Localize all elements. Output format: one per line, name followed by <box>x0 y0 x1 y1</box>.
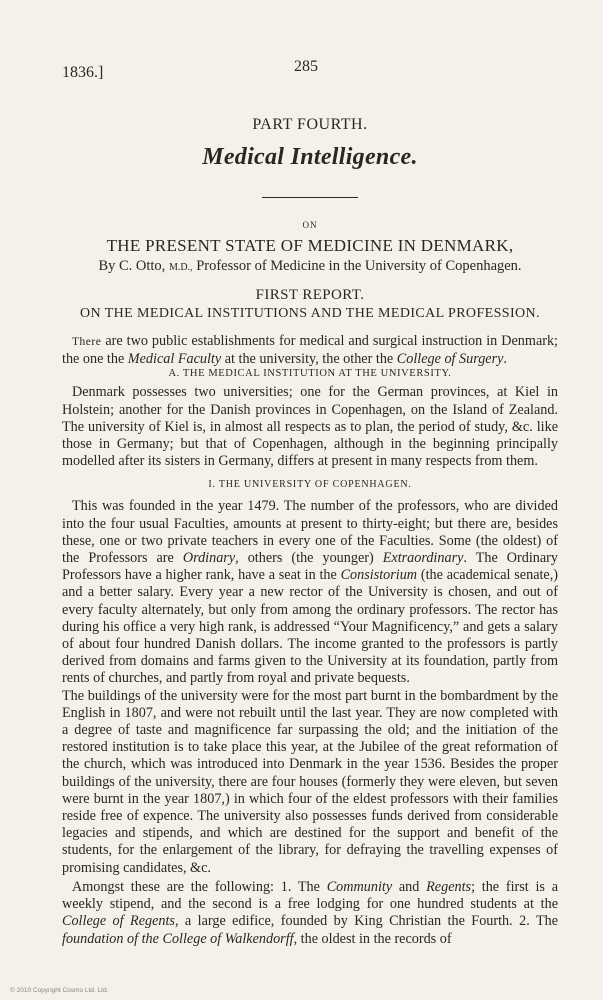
running-head <box>62 50 558 81</box>
divider-rule <box>262 197 358 198</box>
p3-text-2: , others (the younger) <box>235 550 383 567</box>
p5-text-5: , the oldest in the records of <box>293 930 452 947</box>
copyright-watermark: © 2010 Copyright Cosmo Ltd. Ltd. <box>10 987 109 994</box>
article-title: THE PRESENT STATE OF MEDICINE IN DENMARK, <box>106 236 514 255</box>
report-subtitle: ON THE MEDICAL INSTITUTIONS AND THE MEDICAL PROFESSION. <box>80 306 540 321</box>
p5-italic-3: College of Regents <box>62 913 175 930</box>
p1-lead: There <box>72 336 102 348</box>
p5-text-1: Amongst these are the following: 1. The <box>72 878 327 895</box>
p1-text-2: at the university, the other the <box>221 351 397 368</box>
part-heading: PART FOURTH. <box>252 116 368 133</box>
p5-italic-2: Regents <box>426 878 472 895</box>
p1-text-3: . <box>503 351 507 368</box>
byline-affiliation: Professor of Medicine in the University of Copenhagen. <box>196 258 522 274</box>
p5-text-3: ; the first is a weekly stipend, and the second is a free lodging for one hundred students at the <box>62 878 558 913</box>
subheading-university: I. THE UNIVERSITY OF COPENHAGEN. <box>208 479 412 491</box>
p5-italic-1: Community <box>326 878 393 895</box>
p5-text-2: and <box>392 878 427 895</box>
p3-text-1: This was founded in the year 1479. The number of the professors, who are divided into the four usual Faculties, amounts at present to thirty-eight; but there are, besides these, one or two private teachers in every one of the Faculties. Some (the oldest) of the Professors are <box>62 498 558 567</box>
p1-italic-1: Medical Faculty <box>127 351 222 368</box>
byline-author: By C. Otto, <box>98 258 166 274</box>
p3-text-3: . The Ordinary Professors have a higher rank, have a seat in the <box>62 550 559 584</box>
p1-text-1: are two public establishments for medical and surgical instruction in Denmark; the one the <box>62 333 558 368</box>
paragraph-5 <box>62 879 558 948</box>
paragraph-2: Denmark possesses two universities; one for the German provinces, at Kiel in Holstein; another for the Danish provinces in Copenhagen, on the Island of Zealand. The university of Kiel is, in almost all respects as to plan, the period of study, &c. like those in Germany; but that of Copenhagen, although in the beginning principally modelled after its sisters in Germany, differs at present in many respects from them. <box>62 384 558 470</box>
p3-italic-1: Ordinary <box>182 550 236 567</box>
paragraph-1 <box>62 333 558 368</box>
p5-text-4: , a large edifice, founded by King Christian the Fourth. 2. The <box>174 913 558 930</box>
p3-italic-3: Consistorium <box>340 567 418 584</box>
section-title: Medical Intelligence. <box>202 144 418 170</box>
report-title: FIRST REPORT. <box>255 287 365 303</box>
page-number: 285 <box>294 58 318 75</box>
running-head-year: 1836.] <box>62 64 104 81</box>
paragraph-3 <box>62 498 558 687</box>
p5-italic-4: foundation of the College of Walkendorff <box>62 930 294 947</box>
subheading-medical-institution: A. THE MEDICAL INSTITUTION AT THE UNIVERSITY. <box>168 368 452 380</box>
article-byline <box>62 258 558 275</box>
p3-text-4: (the academical senate,) and a better salary. Every year a new rector of the University is chosen, and out of every faculty alternately, but only from among the ordinary professors. The rector has during his office a very high rank, is addressed “Your Magnificency,” and gets a salary of about four hundred Danish dollars. The income granted to the professors is partly derived from domains and farms given to the University at its foundation, partly from rents of churches, and partly from royal and private bequests. <box>62 567 558 687</box>
article-on: ON <box>302 220 318 230</box>
page-content <box>62 50 558 948</box>
p1-italic-2: College of Surgery <box>396 351 504 368</box>
byline-degree: M.D., <box>168 262 193 273</box>
p3-italic-2: Extraordinary <box>382 550 464 567</box>
paragraph-4: The buildings of the university were for the most part burnt in the bombardment by the English in 1807, and were not rebuilt until the last year. They are now completed with a degree of taste and magnificence far surpassing the old; and the initiation of the restored institution is to take place this year, at the Jubilee of the great reformation of the church, which was introduced into Denmark in the year 1536. Besides the proper buildings of the university, there are four houses (formerly they were eleven, but seven were burnt in the year 1807,) in which four of the eldest professors with their families reside free of expence. The university also possesses funds derived from considerable legacies and stipends, and which are destined for the support and benefit of the students, for the enlargement of the library, for defraying the travelling expenses of promising candidates, &c. <box>62 687 558 876</box>
